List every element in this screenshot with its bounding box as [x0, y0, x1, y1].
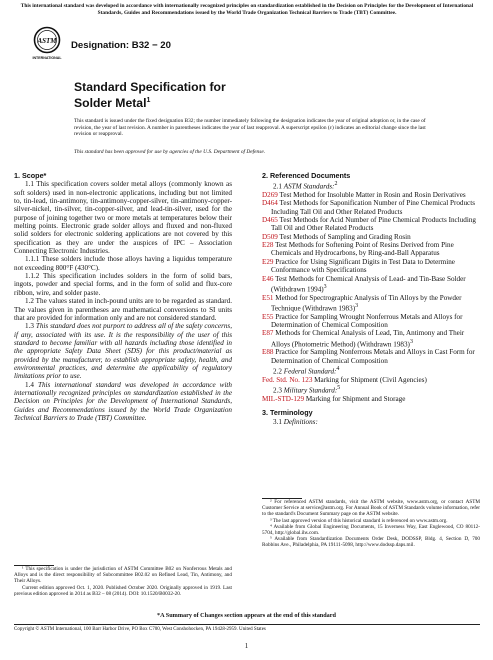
military-reference [262, 395, 480, 403]
astm-reference-link[interactable]: D269 [262, 191, 278, 200]
astm-reference-text: Method for Spectrographic Analysis of Tin Alloys by the Powder Technique (Withdrawn 1983) [271, 293, 462, 313]
astm-reference-entry [262, 233, 480, 241]
astm-reference-text: Test Methods for Softening Point of Resins Derived from Pine Chemicals and Hydrocarbons, by Ring-and-Ball Apparatus [271, 241, 454, 258]
military-label-sup: 5 [337, 385, 341, 392]
military-standard-label [262, 384, 480, 395]
right-footnotes [262, 498, 480, 549]
page-number: 1 [244, 642, 249, 650]
dod-approval-notice: This standard has been approved for use by agencies of the U.S. Department of Defense. [74, 149, 266, 155]
astm-reference-entry [262, 258, 480, 275]
astm-reference-entry [262, 191, 480, 199]
astm-reference-link[interactable]: E88 [262, 348, 274, 357]
title-line-1: Standard Specification for [74, 80, 226, 94]
astm-reference-list [262, 191, 480, 365]
tbt-notice: This international standard was developed in accordance with internationally recognized principles on standardization established in the Decision on Principles for the Development of International Standards, Guides and Recommendations issued by the World Trade Organization Technical Barriers to Trade (TBT) Committee. [20, 3, 474, 16]
astm-reference-entry [262, 313, 480, 330]
para-3-1-number: 3.1 [273, 417, 284, 426]
astm-reference-entry [262, 199, 480, 216]
terminology-heading: 3. Terminology [262, 408, 313, 418]
title-line-2 [74, 94, 374, 110]
para-1-3-number: 1.3 [25, 322, 34, 331]
left-footnotes [14, 565, 232, 597]
astm-reference-entry [262, 348, 480, 365]
federal-standard-label [262, 365, 480, 376]
astm-reference-text: Practice for Sampling Nonferrous Metals and Alloys in Cast Form for Determination of Chemical Composition [271, 348, 475, 365]
para-1-3-text: This standard does not purport to address all of the safety concerns, if any, associated with its use. It is the responsibility of the user of this standard to become familiar with all hazards including those identified in the appropriate Safety Data Sheet (SDS) for this product/material as provided by the manufacturer, to establish appropriate safety, health, and environmental practices, and determine the applicability of regulatory limitations prior to use. [14, 322, 232, 381]
military-label-num: 2.3 [273, 386, 284, 395]
astm-reference-entry [262, 216, 480, 233]
para-1-4-number: 1.4 [25, 380, 34, 389]
astm-label-sup: 2 [334, 181, 338, 188]
military-reference-link[interactable]: MIL-STD-129 [262, 394, 305, 403]
footnote-2: ² For referenced ASTM standards, visit the ASTM website, www.astm.org, or contact ASTM Customer Service at service@astm.org. For Annual Book of ASTM Standards volume information, refer to the standard's Document Summary page on the ASTM website. [262, 499, 480, 518]
para-1-2: 1.2 The values stated in inch-pound units are to be regarded as standard. The values given in parentheses are mathematical conversions to SI units that are provided for information only and are not considered standard. [14, 297, 232, 322]
footnote-1: ¹ This specification is under the jurisdiction of ASTM Committee B02 on Nonferrous Metals and Alloys and is the direct responsibility of Subcommittee B02.02 on Refined Lead, Tin, Antimony, and Their Alloys. [14, 566, 232, 585]
astm-logo [32, 26, 62, 64]
federal-reference-text: Marking for Shipment (Civil Agencies) [312, 375, 427, 384]
federal-label-text: Federal Standard: [283, 367, 337, 376]
astm-reference-entry [262, 241, 480, 258]
astm-standards-label [262, 180, 480, 191]
astm-reference-link[interactable]: E29 [262, 257, 274, 266]
para-3-1-text: Definitions: [283, 417, 318, 426]
para-1-1-1: 1.1.1 These solders include those alloys having a liquidus temperature not exceeding 800°F (430°C). [14, 255, 232, 272]
astm-reference-entry [262, 294, 480, 313]
astm-reference-text: Practice for Sampling Wrought Nonferrous Metals and Alloys for Determination of Chemical Composition [271, 312, 463, 329]
footnote-1-edition: Current edition approved Oct. 1, 2020. Published October 2020. Originally approved in 1919. Last previous edition approved in 2014 as B32 – 08 (2014). DOI: 10.1520/B0032-20. [14, 584, 232, 597]
astm-reference-footnote-mark: 3 [323, 283, 327, 290]
astm-reference-link[interactable]: D464 [262, 199, 278, 208]
title-footnote-mark: 1 [146, 97, 151, 105]
astm-reference-link[interactable]: D465 [262, 216, 278, 225]
standard-issuance-notice: This standard is issued under the fixed designation B32; the number immediately following the designation indicates the year of original adoption or, in the case of revision, the year of last revision. A number in parentheses indicates the year of last reapproval. A superscript epsilon (ε) indicates an editorial change since the last revision or reapproval. [74, 118, 426, 138]
astm-label-text: ASTM Standards: [283, 182, 335, 191]
referenced-documents-heading: 2. Referenced Documents [262, 171, 351, 180]
astm-reference-text: Test Methods for Chemical Analysis of Lead- and Tin-Base Solder (Withdrawn 1994) [271, 274, 466, 294]
astm-reference-text: Test Methods for Acid Number of Pine Chemical Products Including Tall Oil and Other Related Products [271, 216, 476, 233]
astm-reference-entry [262, 275, 480, 294]
para-3-1 [262, 418, 480, 426]
para-1-1: 1.1 This specification covers solder metal alloys (commonly known as soft solders) used in non-electronic applications, including but not limited to, tin-lead, tin-antimony, tin-antimony-copper-silver, tin-antimony-copper-silver-nickel, tin-silver, tin-copper-silver, and lead-tin-silver, used for the purpose of joining together two or more metals at temperatures below their melting points. Electronic grade solder alloys and fluxed and non-fluxed solid solders for electronic soldering applications are not covered by this specification as they are under the auspices of IPC – Association Connecting Electronic Industries. [14, 180, 232, 256]
logo-text: ASTM [37, 37, 57, 45]
federal-label-num: 2.2 [273, 367, 284, 376]
left-column [14, 172, 232, 422]
footnote-3: ³ The last approved version of this historical standard is referenced on www.astm.org. [270, 517, 448, 524]
logo-subtext: INTERNATIONAL [32, 56, 62, 60]
summary-of-changes-notice: *A Summary of Changes section appears at the end of this standard [157, 612, 336, 619]
bottom-rule [14, 624, 480, 625]
para-1-1-2: 1.1.2 This specification includes solders in the form of solid bars, ingots, powder and special forms, and in the form of solid and flux-core ribbon, wire, and solder paste. [14, 272, 232, 297]
astm-reference-link[interactable]: E28 [262, 241, 274, 250]
astm-reference-text: Methods for Chemical Analysis of Lead, Tin, Antimony and Their Alloys (Photometric Method) (Withdrawn 1983) [271, 329, 465, 349]
astm-reference-entry [262, 329, 480, 348]
astm-reference-link[interactable]: E51 [262, 293, 274, 302]
para-1-4-text: This international standard was developed in accordance with internationally recognized principles on standardization established in the Decision on Principles for the Development of International Standards, Guides and Recommendations issued by the World Trade Organization Technical Barriers to Trade (TBT) Committee. [14, 380, 232, 422]
federal-reference-link[interactable]: Fed. Std. No. 123 [262, 375, 313, 384]
astm-reference-link[interactable]: E87 [262, 329, 274, 338]
astm-reference-link[interactable]: E55 [262, 312, 274, 321]
astm-reference-text: Test Method for Insoluble Matter in Rosin and Rosin Derivatives [277, 191, 466, 200]
astm-reference-footnote-mark: 3 [355, 302, 359, 309]
document-title [74, 81, 374, 111]
federal-label-sup: 4 [336, 366, 340, 373]
federal-reference [262, 376, 480, 384]
para-1-3 [14, 322, 232, 380]
title-main: Solder Metal [74, 96, 147, 111]
footnote-4: ⁴ Available from Global Engineering Documents, 15 Inverness Way, East Englewood, CO 80112-5704, http://global.ihs.com. [262, 523, 480, 537]
military-label-text: Military Standard: [283, 386, 338, 395]
astm-reference-text: Test Methods for Saponification Number of Pine Chemical Products Including Tall Oil and Other Related Products [271, 199, 475, 216]
scope-heading: 1. Scope* [14, 171, 47, 180]
right-column [262, 172, 480, 426]
footnote-5: ⁵ Available from Standardization Documents Order Desk, DODSSP, Bldg. 4, Section D, 700 Robbins Ave., Philadelphia, PA 19111-5098, http://www.dodssp.daps.mil. [262, 536, 480, 549]
astm-reference-link[interactable]: D509 [262, 232, 278, 241]
astm-reference-link[interactable]: E46 [262, 274, 274, 283]
astm-reference-footnote-mark: 3 [409, 338, 413, 345]
astm-reference-text: Practice for Using Significant Digits in Test Data to Determine Conformance with Specifications [271, 257, 455, 275]
astm-reference-text: Test Methods of Sampling and Grading Rosin [277, 232, 411, 241]
copyright: Copyright © ASTM International, 100 Barr Harbor Drive, PO Box C700, West Conshohocken, PA 19428-2959. United States [14, 627, 266, 632]
designation: Designation: B32 − 20 [71, 40, 171, 51]
military-reference-text: Marking for Shipment and Storage [304, 394, 406, 403]
astm-label-num: 2.1 [273, 182, 284, 191]
para-1-4 [14, 381, 232, 423]
